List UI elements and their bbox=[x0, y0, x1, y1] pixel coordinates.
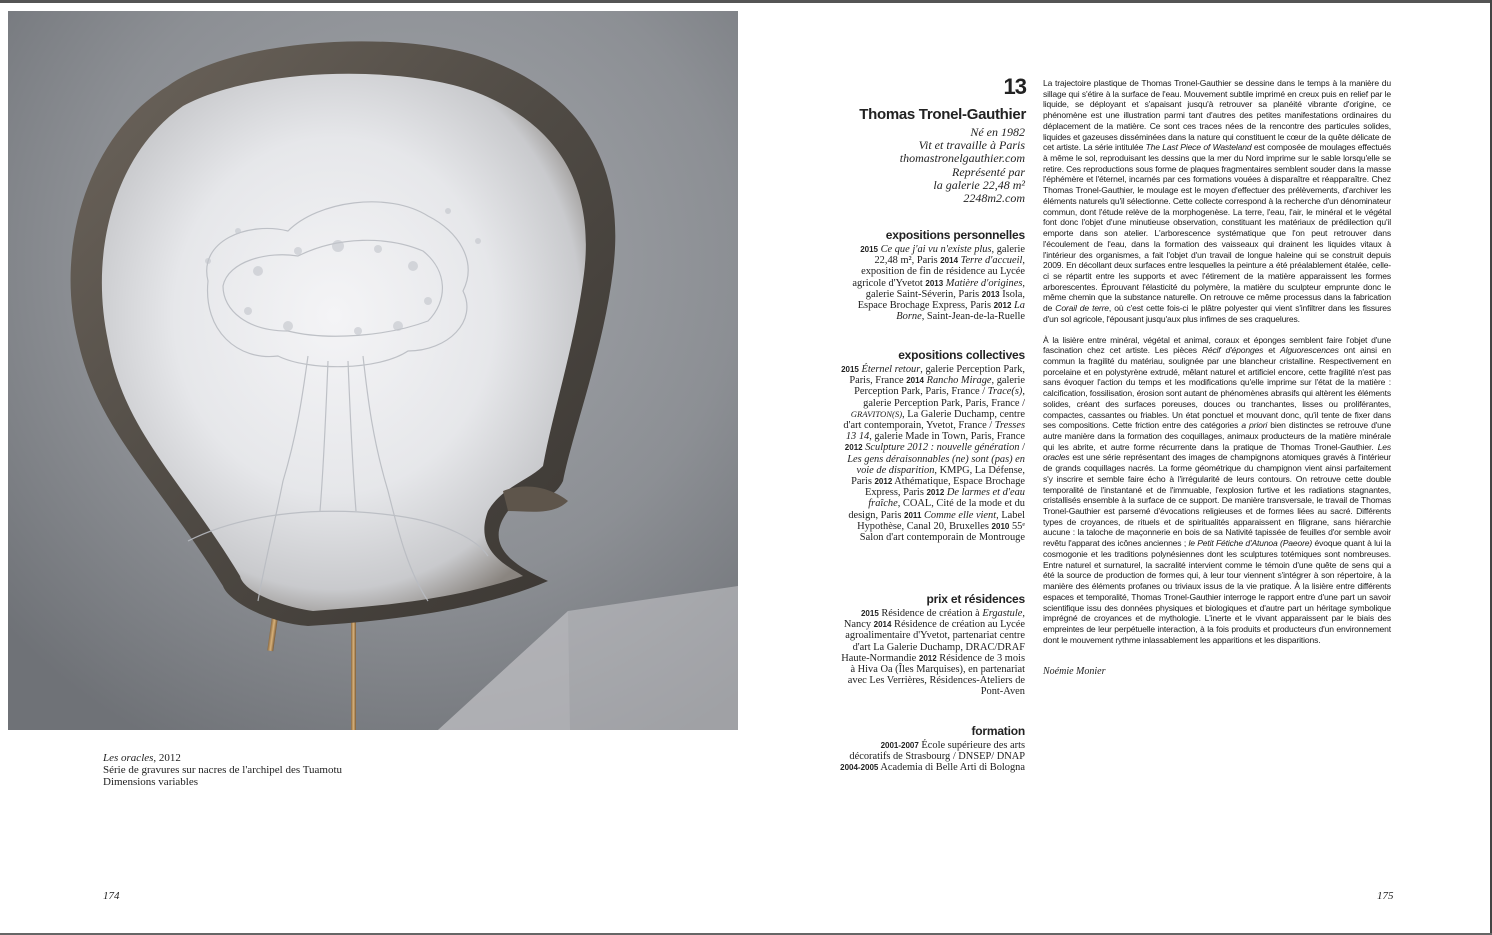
section-body: 2015 Résidence de création à Ergastule, Nancy 2014 Résidence de création au Lycée agroalimentaire d'Yvetot, partenariat centre d'art La Galerie Duchamp, DRAC/DRAF Haute-Normandie 2012 Résidence de 3 mois à Hiva Oa (Îles Marquises), en partenariat avec Les Verrières, Résidences-Ateliers de Pont-Aven bbox=[841, 608, 1025, 698]
artist-name: Thomas Tronel-Gauthier bbox=[859, 106, 1026, 123]
section-solo-exhibitions bbox=[840, 228, 1025, 322]
artist-birth: Né en 1982 bbox=[970, 125, 1025, 139]
artist-info bbox=[840, 126, 1025, 205]
section-body: 2015 Ce que j'ai vu n'existe plus, galerie 22,48 m², Paris 2014 Terre d'accueil, exposition de fin de résidence au Lycée agricole d'Yvetot 2013 Matière d'origines, galerie Saint-Séverin, Paris 2013 Isola, Espace Brochage Express, Paris 2012 La Borne, Saint-Jean-de-la-Ruelle bbox=[852, 244, 1025, 323]
caption-year: , 2012 bbox=[153, 752, 181, 764]
section-education bbox=[840, 724, 1025, 774]
essay-text bbox=[1043, 78, 1391, 645]
artist-represented-label: Représenté par bbox=[952, 164, 1025, 179]
artwork-photo bbox=[8, 11, 738, 730]
caption-title: Les oracles bbox=[103, 752, 154, 764]
section-body: 2001-2007 École supérieure des arts décoratifs de Strasbourg / DNSEP/ DNAP 2004-2005 Academia di Belle Arti di Bologna bbox=[840, 740, 1025, 774]
artist-residence: Vit et travaille à Paris bbox=[918, 138, 1025, 153]
section-awards-residencies bbox=[840, 592, 1025, 698]
shell-illustration bbox=[8, 11, 738, 730]
top-border bbox=[0, 0, 1492, 3]
section-body: 2015 Éternel retour, galerie Perception Park, Paris, France 2014 Rancho Mirage, galerie Perception Park, Paris, France / Trace(s), galerie Perception Park, Paris, France / GRAVITON(S), La Galerie Duchamp, centre d'art contemporain, Yvetot, France / Tresses 13 14, galerie Made in Town, Paris, France 2012 Sculpture 2012 : nouvelle génération / Les gens déraisonnables (ne) sont (pas) en voie de disparition, KMPG, La Défense, Paris 2012 Athématique, Espace Brochage Express, Paris 2012 De larmes et d'eau fraîche, COAL, Cité de la mode et du design, Paris 2011 Comme elle vient, Label Hypothèse, Canal 20, Bruxelles 2010 55ᵉ Salon d'art contemporain de Montrouge bbox=[841, 364, 1025, 544]
photo-caption bbox=[103, 752, 342, 788]
page-number-left: 174 bbox=[103, 890, 120, 902]
artist-number: 13 bbox=[1003, 74, 1026, 99]
essay-paragraph: La trajectoire plastique de Thomas Tronel-Gauthier se dessine dans le temps à la manière du sillage qui s'étire à la surface de l'eau. Mouvement subtile imprimé en creux puis en relief par le liquide, se déployant et s'apaisant jusqu'à retrouver sa planéité vibrante d'origine, ce phénomène est une illustration parmi tant d'autres des petites manifestations ordinaires du déplacement de la matière. Ce sont ces traces nées de la rencontre des particules solides, liquides et gazeuses disséminées dans la nature qui constituent le cœur de la quête délicate de cet artiste. La série intitulée The Last Piece of Wasteland est composée de moulages effectués à même le sol, reproduisant les dessins que la mer du Nord imprime sur le sable lorsqu'elle se retire. Ces reproductions sous forme de plaques fragmentaires semblent souder dans la masse l'éphémère et l'éternel, incarnés par ces formations vouées à disparaître et réapparaître. Chez Thomas Tronel-Gauthier, le moulage est le moyen d'effectuer des prélèvements, d'archiver les éléments naturels qu'il sélectionne. Cette collecte correspond à la recherche d'un dénominateur commun, dont l'étude relève de la morphogenèse. La terre, l'eau, l'air, le minéral et le végétal font donc l'objet d'une minutieuse observation, constituant les matériaux de prédilection qu'il emporte dans son atelier. L'arborescence systématique que l'on peut retrouver dans l'écoulement de l'eau, dans la formation des vaisseaux qui drainent les liquides vitaux à l'intérieur des organismes, a fait l'objet d'un travail de longue haleine qui se construit depuis 2009. En décollant deux surfaces entre lesquelles la peinture a été préalablement étalée, celle-ci se répartit entre les supports et avec l'étirement de la matière apparaissent les formes arborescentes. Éprouvant l'élasticité du polymère, la matière du sculpteur emprunte donc le même chemin que la substance naturelle. On retrouve ce même processus dans la fabrication de Corail de terre, où c'est cette fois-ci le plâtre polyester qui vient s'infiltrer dans les fissures d'un sol agricole, l'épousant jusqu'aux plus infimes de ses craquelures. bbox=[1043, 78, 1392, 324]
essay-author: Noémie Monier bbox=[1043, 666, 1106, 677]
caption-dimensions: Dimensions variables bbox=[103, 776, 199, 788]
artist-website: thomastronelgauthier.com bbox=[899, 151, 1025, 166]
artist-gallery: la galerie 22,48 m² bbox=[933, 177, 1025, 192]
page-number-right: 175 bbox=[1377, 890, 1394, 902]
section-heading: formation bbox=[971, 724, 1025, 738]
artist-gallery-site: 2248m2.com bbox=[963, 191, 1025, 206]
section-group-exhibitions bbox=[840, 348, 1025, 543]
section-heading: expositions collectives bbox=[898, 348, 1025, 362]
section-heading: prix et résidences bbox=[926, 592, 1025, 606]
essay-paragraph: À la lisière entre minéral, végétal et animal, coraux et éponges semblent faire l'objet d'une fascination chez cet artiste. Les pièces Récif d'éponges et Alguorescences ont ainsi en commun la fragilité du matériau, soulignée par une blancheur cristalline. Respectivement en porcelaine et en polystyrène extrudé, mêlant naturel et artificiel encore, cette fragilité n'est pas sans évoquer l'action du temps et les modifications qu'elle imprime sur l'état de la matière : calcification, fossilisation, érosion sont autant de phénomènes abrasifs qui altèrent les éléments solides, créant des surfaces poreuses, douces ou tranchantes, lisses ou proliférantes, compactes, cassantes ou friables. Un état ponctuel et mouvant donc, qu'il tente de fixer dans ses compositions. Cette friction entre des catégories a priori bien distinctes se retrouve d'une autre manière dans la formation des coquillages, animaux producteurs de la matière minérale qui les abrite, et autre forme récurrente dans la pratique de Thomas Tronel-Gauthier. Les oracles est une série représentant des images de champignons atomiques gravés à l'intérieur de grands coquillages nacrés. La forme géométrique du champignon vient ainsi parfaitement s'y inscrire et semble faire écho à l'irrégularité de leurs contours. On retrouve cette double temporalité de l'instantané et de l'immuable, l'explosion furtive et les radiations stagnantes, cristallisés ensemble à la surface de ce support. De manière transversale, le travail de Thomas Tronel-Gauthier est parsemé d'évocations religieuses et de formes liées au sacré. Différents types de croyances, de rituels et de spiritualités apparaissent en filigrane, sans hiérarchie aucune : la taloche de maçonnerie en bois de sa Nativité tapissée de feuilles d'or semble avoir revêtu l'apparat des icônes anciennes ; le Petit Fétiche d'Atunoa (Paeore) évoque quant à lui la cosmogonie et les traditions polynésiennes dont les sculptures totémiques sont nombreuses. Entre naturel et surnaturel, la sacralité intervient comme le témoin d'une quête de sens qui a été la source de production de formes qui, à leur tour viennent s'intégrer à son répertoire, à la manière des éléments profanes ou triviaux issus de la vie pratique. À la lisière entre différents espaces et temporalité, Thomas Tronel-Gauthier interroge le rapport entre d'une part un savoir scientifique issu des données physiques et biologiques et d'autre part un héritage symbolique imprégné de croyances et de mythologie. L'inerte et le vivant apparaissent par le biais des empreintes de leur perpétuelle interaction, à la fois produits et producteurs d'un environnement dont le mouvement rythme inlassablement les apparitions et les disparitions. bbox=[1043, 334, 1392, 645]
section-heading: expositions personnelles bbox=[885, 228, 1025, 242]
caption-description: Série de gravures sur nacres de l'archipel des Tuamotu bbox=[103, 764, 343, 776]
